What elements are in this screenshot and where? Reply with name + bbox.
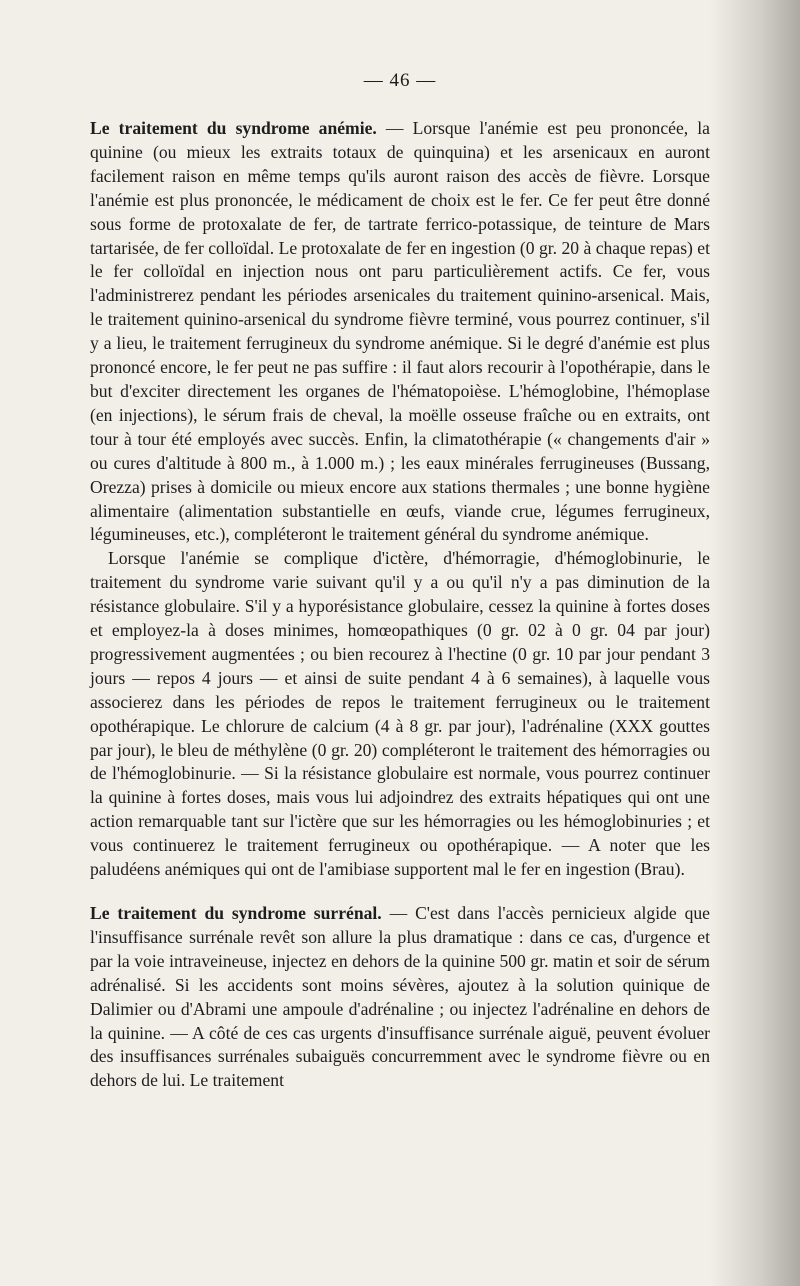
paragraph-text: — C'est dans l'accès pernicieux algide que l'insuffisance surrénale revêt son allure la plus dramatique : dans ce cas, d'urgence et par la voie intraveineuse, injectez en dehors de la quinine 500 gr. matin et soir de sérum adrénalisé. Si les accidents sont moins sévères, ajoutez à la solution quinique de Dalimier ou d'Abrami une ampoule d'adrénaline ; ou injectez l'adrénaline en dehors de la quinine. — A côté de ces cas urgents d'insuffisance surrénale aiguë, peuvent évoluer des insuffisances surrénales subaiguës concurremment avec le syndrome fièvre ou en dehors de lui. Le traitement	[90, 903, 710, 1091]
paragraph-anemie-1	[90, 117, 710, 547]
section-title-surrenal: Le traitement du syndrome surrénal.	[90, 903, 382, 923]
page-number: — 46 —	[363, 70, 437, 91]
document-body	[90, 117, 710, 1093]
paragraph-surrenal-1	[90, 902, 710, 1093]
page-edge-shadow	[710, 0, 800, 1286]
paragraph-text: — Lorsque l'anémie est peu prononcée, la quinine (ou mieux les extraits totaux de quinquina) et les arsenicaux en auront facilement raison en même temps qu'ils auront raison des accès de fièvre. Lorsque l'anémie est plus prononcée, le médicament de choix est le fer. Ce fer peut être donné sous forme de protoxalate de fer, de tartrate ferrico-potassique, de teinture de Mars tartarisée, de fer colloïdal. Le protoxalate de fer en ingestion (0 gr. 20 à chaque repas) et le fer colloïdal en injection nous ont paru particulièrement actifs. Ce fer, vous l'administrerez pendant les périodes arsenicales du traitement quinino-arsenical. Mais, le traitement quinino-arsenical du syndrome fièvre terminé, vous pourrez continuer, s'il y a lieu, le traitement ferrugineux du syndrome anémique. Si le degré d'anémie est plus prononcé encore, le fer peut ne pas suffire : il faut alors recourir à l'opothérapie, dans le but d'exciter directement les organes de l'hématopoièse. L'hémoglobine, l'hémoplase (en injections), le sérum frais de cheval, la moëlle osseuse fraîche ou en extraits, ont tour à tour été employés avec succès. Enfin, la climatothérapie (« changements d'air » ou cures d'altitude à 800 m., à 1.000 m.) ; les eaux minérales ferrugineuses (Bussang, Orezza) prises à domicile ou mieux encore aux stations thermales ; une bonne hygiène alimentaire (alimentation substantielle en œufs, viande crue, légumes ferrugineux, légumineuses, etc.), compléteront le traitement général du syndrome anémique.	[90, 118, 710, 545]
section-title-anemie: Le traitement du syndrome anémie.	[90, 118, 377, 138]
paragraph-anemie-2: Lorsque l'anémie se complique d'ictère, d'hémorragie, d'hémoglobinurie, le traitement du syndrome varie suivant qu'il y a ou qu'il n'y a pas diminution de la résistance globulaire. S'il y a hyporésistance globulaire, cessez la quinine à fortes doses et employez-la à doses minimes, homœopathiques (0 gr. 02 à 0 gr. 04 par jour) progressivement augmentées ; ou bien recourez à l'hectine (0 gr. 10 par jour pendant 3 jours — repos 4 jours — et ainsi de suite pendant 4 à 6 semaines), à laquelle vous associerez dans les périodes de repos le traitement ferrugineux ou le traitement opothérapique. Le chlorure de calcium (4 à 8 gr. par jour), l'adrénaline (XXX gouttes par jour), le bleu de méthylène (0 gr. 20) compléteront le traitement des hémorragies ou de l'hémoglobinurie. — Si la résistance globulaire est normale, vous pourrez continuer la quinine à fortes doses, mais vous lui adjoindrez des extraits hépatiques qui ont une action remarquable tant sur l'ictère que sur les hémorragies ou les hémoglobinuries ; et vous continuerez le traitement ferrugineux ou opothérapique. — A noter que les paludéens anémiques qui ont de l'amibiase supportent mal le fer en ingestion (Brau).	[90, 548, 710, 880]
